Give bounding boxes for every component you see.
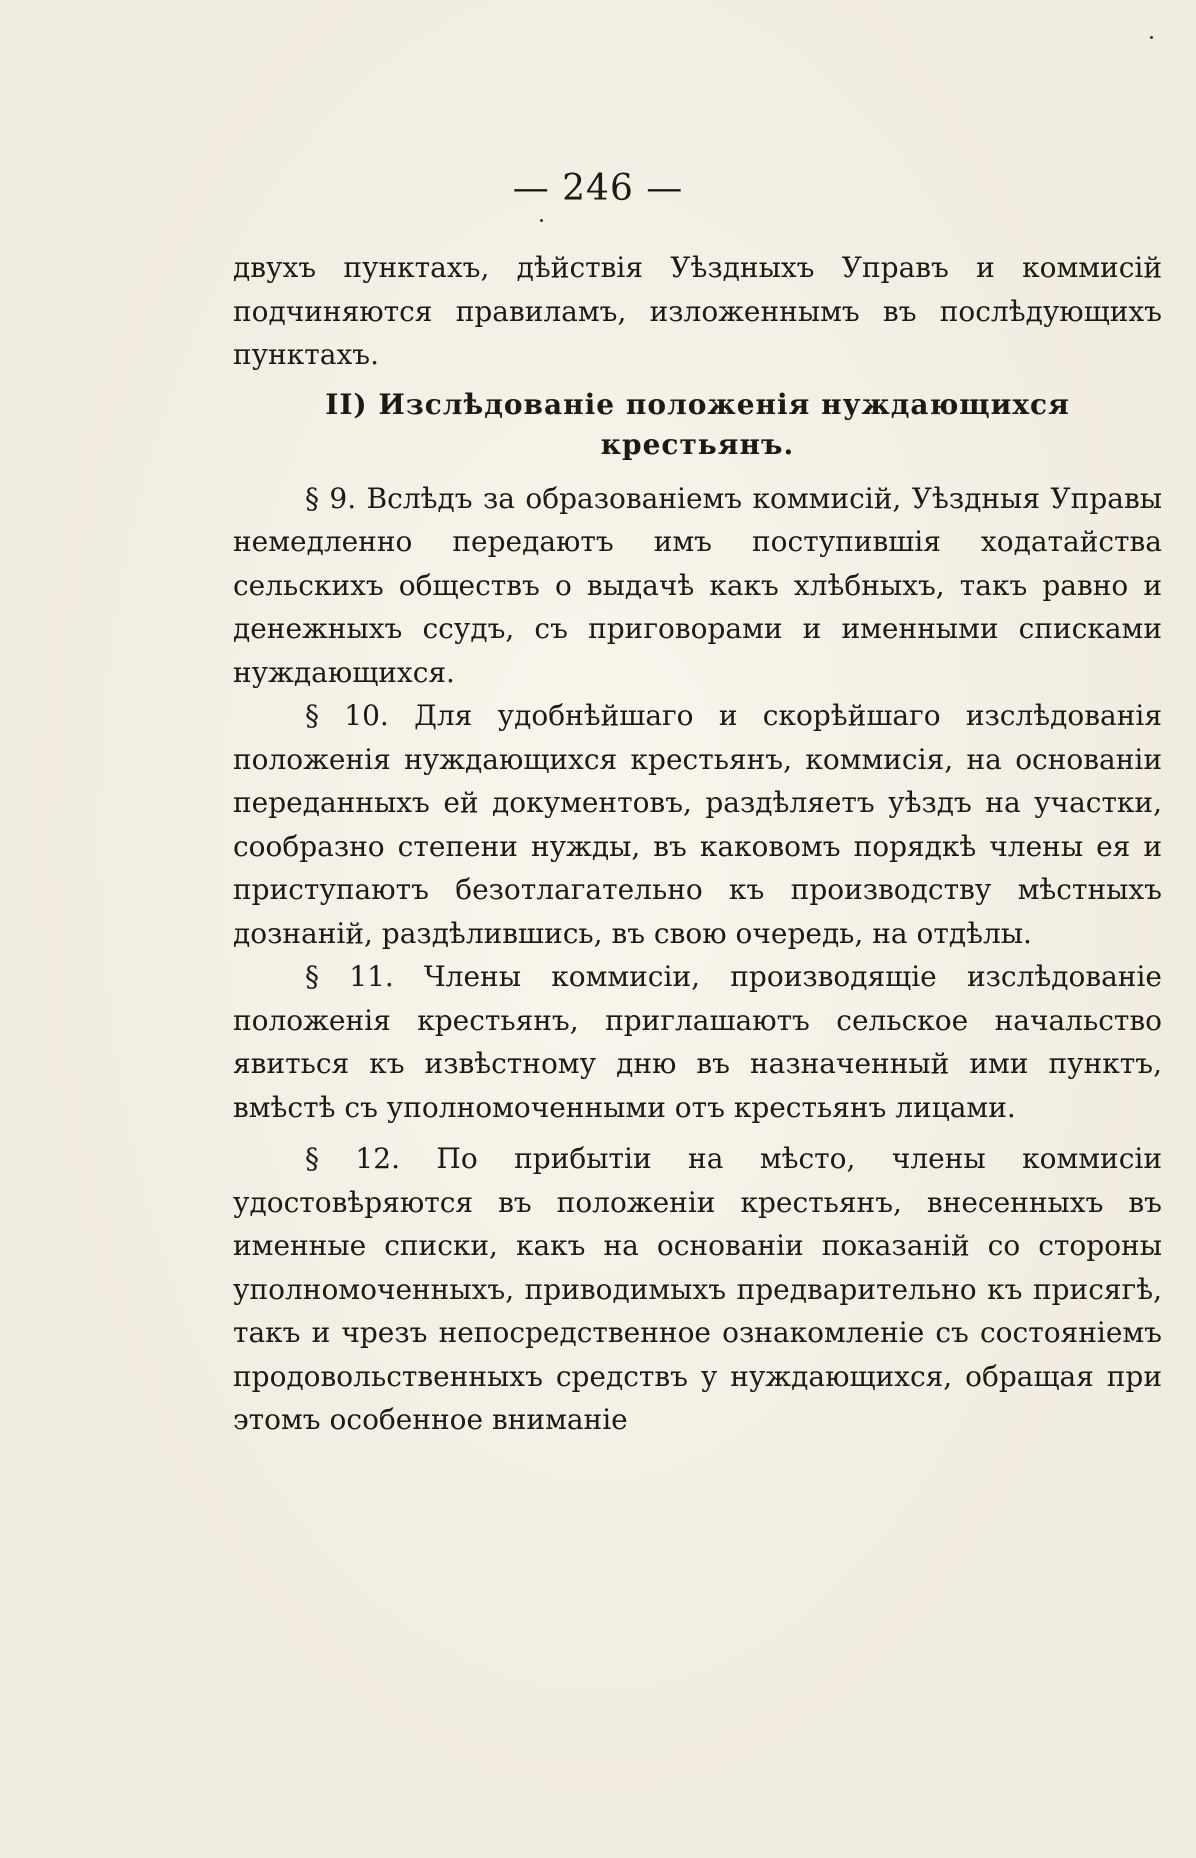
print-speck <box>540 219 543 222</box>
paragraph-section-11: § 11. Члены коммисіи, производящіе изслѣдованіе положенія крестьянъ, приглашаютъ сельское начальство явиться къ извѣстному дню въ назначенный ими пунктъ, вмѣстѣ съ уполномоченными отъ крестьянъ лицами. <box>233 960 1162 1124</box>
page-body <box>233 246 1162 1442</box>
paragraph-section-9: § 9. Вслѣдъ за образованіемъ коммисій, Уѣздныя Управы немедленно передаютъ имъ поступившія ходатайства сельскихъ обществъ о выдачѣ какъ хлѣбныхъ, такъ равно и денежныхъ ссудъ, съ приговорами и именными списками нуждающихся. <box>233 481 1162 689</box>
section-heading: II) Изслѣдованіе положенія нуждающихся крестьянъ. <box>325 387 1070 461</box>
continuation-paragraph: двухъ пунктахъ, дѣйствія Уѣздныхъ Управъ и коммисій подчиняются правиламъ, изложеннымъ въ послѣдующихъ пунктахъ. <box>233 251 1162 371</box>
page-number: — 246 — <box>512 168 684 209</box>
paragraph-section-12: § 12. По прибытіи на мѣсто, члены коммисіи удостовѣряются въ положеніи крестьянъ, внесенныхъ въ именные списки, какъ на основаніи показаній со стороны уполномоченныхъ, приводимыхъ предварительно къ присягѣ, такъ и чрезъ непосредственное ознакомленіе съ состояніемъ продовольственныхъ средствъ у нуждающихся, обращая при этомъ особенное вниманіе <box>233 1142 1162 1436</box>
print-speck <box>1150 36 1153 39</box>
paragraph-section-10: § 10. Для удобнѣйшаго и скорѣйшаго изслѣдованія положенія нуждающихся крестьянъ, коммисія, на основаніи переданныхъ ей документовъ, раздѣляетъ уѣздъ на участки, сообразно степени нужды, въ каковомъ порядкѣ члены ея и приступаютъ безотлагательно къ производству мѣстныхъ дознаній, раздѣлившись, въ свою очередь, на отдѣлы. <box>233 699 1162 950</box>
